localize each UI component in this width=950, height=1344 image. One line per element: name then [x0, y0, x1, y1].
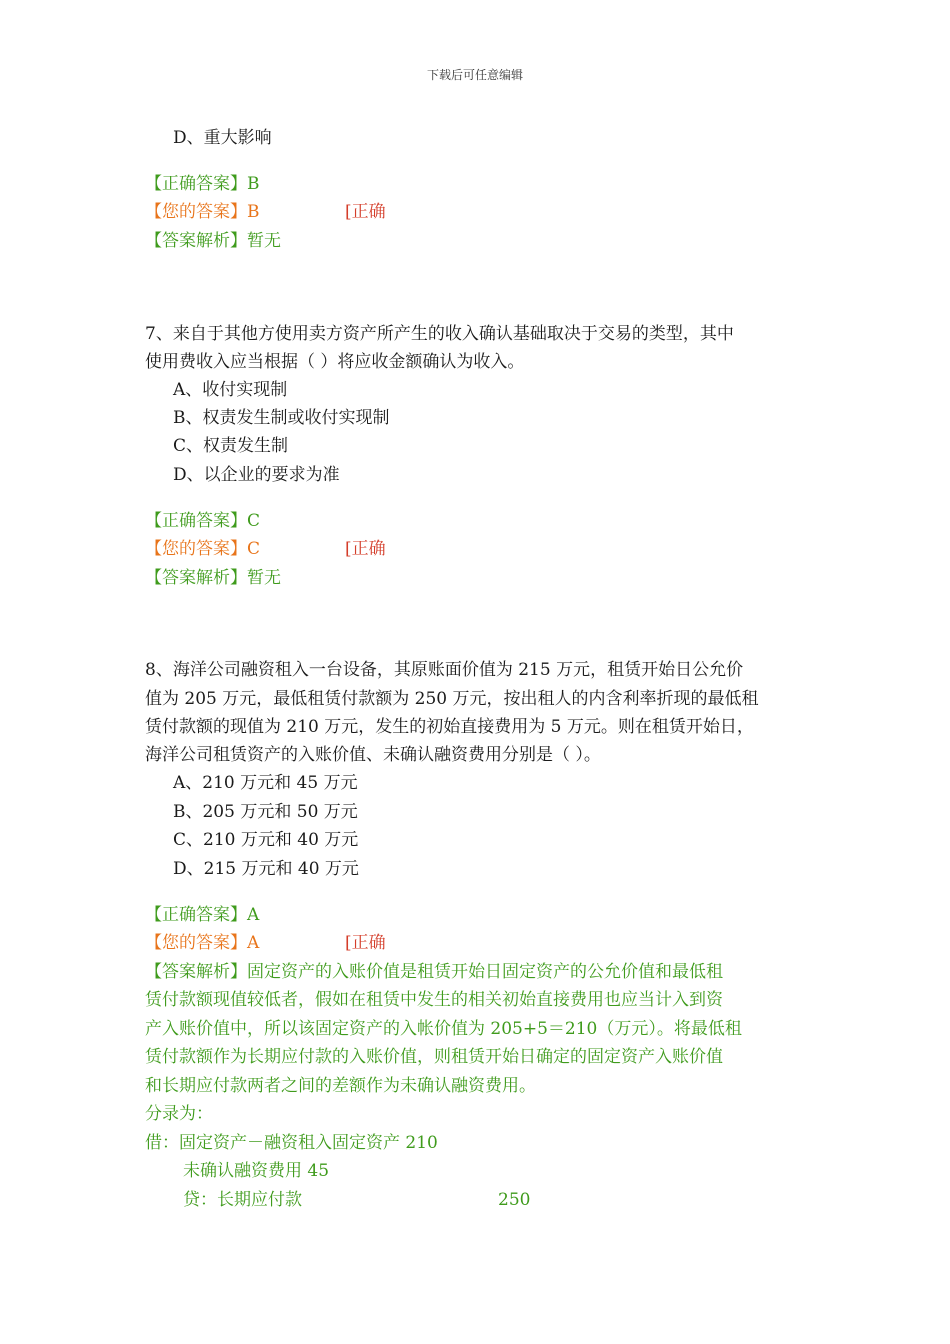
q7-your-answer: [145, 535, 445, 563]
analysis-label: 【答案解析】: [145, 231, 247, 251]
q8-option-b: B、205 万元和 50 万元: [173, 802, 358, 822]
q8-option-a: A、210 万元和 45 万元: [173, 773, 358, 793]
your-answer-value: B: [247, 202, 260, 222]
page-header: 下载后可任意编辑: [426, 68, 523, 82]
q6-analysis: [145, 227, 281, 255]
correct-answer-label: 【正确答案】: [145, 511, 247, 531]
correct-answer-value: A: [247, 905, 260, 925]
q6-your-answer: [145, 198, 445, 226]
result-badge: [正确: [345, 539, 386, 559]
analysis-value: 暂无: [247, 568, 281, 588]
q8-option-d: D、215 万元和 40 万元: [173, 859, 359, 879]
q6-option-d: D、重大影响: [173, 128, 272, 148]
q8-stem-line-1: 8、海洋公司融资租入一台设备，其原账面价值为 215 万元，租赁开始日公允价: [145, 660, 744, 680]
q6-correct-answer: [145, 170, 260, 198]
q8-analysis-line-4: 赁付款额作为长期应付款的入账价值，则租赁开始日确定的固定资产入账价值: [145, 1047, 723, 1067]
correct-answer-label: 【正确答案】: [145, 174, 247, 194]
q7-option-d: D、以企业的要求为准: [173, 465, 340, 485]
q8-stem-line-2: 值为 205 万元，最低租赁付款额为 250 万元，按出租人的内含利率折现的最低租: [145, 689, 759, 709]
q8-entry-credit: [183, 1186, 583, 1214]
credit-label: 贷：长期应付款: [183, 1190, 302, 1210]
result-badge: [正确: [345, 933, 386, 953]
analysis-label: 【答案解析】: [145, 568, 247, 588]
correct-answer-value: C: [247, 511, 261, 531]
analysis-value: 暂无: [247, 231, 281, 251]
q7-analysis: [145, 564, 281, 592]
correct-answer-label: 【正确答案】: [145, 905, 247, 925]
credit-amount: 250: [498, 1190, 531, 1210]
q8-stem-line-3: 赁付款额的现值为 210 万元，发生的初始直接费用为 5 万元。则在租赁开始日，: [145, 717, 754, 737]
q8-entry-debit: 借：固定资产－融资租入固定资产 210: [145, 1133, 438, 1153]
your-answer-label: 【您的答案】: [145, 539, 247, 559]
your-answer-value: A: [247, 933, 260, 953]
q8-stem-line-4: 海洋公司租赁资产的入账价值、未确认融资费用分别是（ ）。: [145, 745, 601, 765]
your-answer-label: 【您的答案】: [145, 202, 247, 222]
analysis-text: 固定资产的入账价值是租赁开始日固定资产的公允价值和最低租: [247, 962, 723, 982]
q8-analysis-line-3: 产入账价值中，所以该固定资产的入帐价值为 205+5＝210（万元）。将最低租: [145, 1019, 742, 1039]
q7-option-c: C、权责发生制: [173, 436, 289, 456]
q8-entry-title: 分录为：: [145, 1104, 213, 1124]
q8-analysis-line-2: 赁付款额现值较低者，假如在租赁中发生的相关初始直接费用也应当计入到资: [145, 990, 723, 1010]
correct-answer-value: B: [247, 174, 260, 194]
q8-correct-answer: [145, 901, 259, 929]
q7-option-b: B、权责发生制或收付实现制: [173, 408, 390, 428]
q7-stem-line-1: 7、来自于其他方使用卖方资产所产生的收入确认基础取决于交易的类型，其中: [145, 324, 734, 344]
q8-analysis-line-5: 和长期应付款两者之间的差额作为未确认融资费用。: [145, 1076, 536, 1096]
your-answer-label: 【您的答案】: [145, 933, 247, 953]
your-answer-value: C: [247, 539, 261, 559]
q8-option-c: C、210 万元和 40 万元: [173, 830, 359, 850]
q8-entry-debit-2: 未确认融资费用 45: [183, 1161, 330, 1181]
q7-stem-line-2: 使用费收入应当根据（ ）将应收金额确认为收入。: [145, 352, 525, 372]
q8-your-answer: [145, 929, 445, 957]
result-badge: [正确: [345, 202, 386, 222]
q7-correct-answer: [145, 507, 260, 535]
analysis-label: 【答案解析】: [145, 962, 247, 982]
q8-analysis-line-1: [145, 958, 723, 986]
q7-option-a: A、收付实现制: [173, 380, 288, 400]
